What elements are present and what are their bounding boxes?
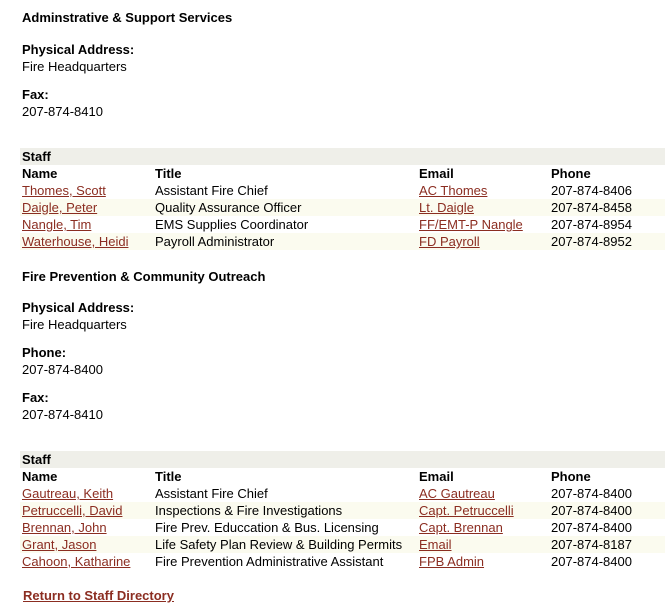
staff-caption-row (20, 451, 665, 468)
staff-phone: 207-874-8952 (549, 233, 665, 250)
staff-caption: Staff (20, 451, 665, 468)
table-row (20, 199, 665, 216)
table-row (20, 553, 665, 570)
column-header-email: Email (417, 468, 549, 485)
staff-name-link[interactable]: Cahoon, Katharine (22, 554, 131, 569)
staff-name-link[interactable]: Daigle, Peter (22, 200, 98, 215)
table-row (20, 502, 665, 519)
staff-email-link[interactable]: Capt. Brennan (419, 520, 503, 535)
staff-title: Fire Prev. Educcation & Bus. Licensing (153, 519, 417, 536)
staff-table (20, 451, 665, 570)
staff-phone: 207-874-8406 (549, 182, 665, 199)
staff-title: Assistant Fire Chief (153, 485, 417, 502)
column-header-email: Email (417, 165, 549, 182)
return-to-staff-directory-link[interactable]: Return to Staff Directory (23, 588, 174, 603)
staff-header-row (20, 165, 665, 182)
column-header-phone: Phone (549, 165, 665, 182)
table-row (20, 216, 665, 233)
staff-email-link[interactable]: Lt. Daigle (419, 200, 474, 215)
section-title: Adminstrative & Support Services (22, 10, 233, 25)
staff-email-link[interactable]: AC Gautreau (419, 486, 495, 501)
staff-email-link[interactable]: FF/EMT-P Nangle (419, 217, 523, 232)
staff-phone: 207-874-8187 (549, 536, 665, 553)
staff-title: Quality Assurance Officer (153, 199, 417, 216)
staff-phone: 207-874-8400 (549, 553, 665, 570)
phone-value: 207-874-8400 (22, 362, 103, 377)
staff-email-link[interactable]: FD Payroll (419, 234, 480, 249)
staff-header-row (20, 468, 665, 485)
staff-email-link[interactable]: Email (419, 537, 452, 552)
physical-address-value: Fire Headquarters (22, 317, 127, 332)
staff-phone: 207-874-8954 (549, 216, 665, 233)
fax-value: 207-874-8410 (22, 407, 103, 422)
staff-email-link[interactable]: FPB Admin (419, 554, 485, 569)
table-row (20, 536, 665, 553)
table-row (20, 485, 665, 502)
column-header-name: Name (20, 468, 153, 485)
staff-phone: 207-874-8458 (549, 199, 665, 216)
column-header-title: Title (153, 165, 417, 182)
column-header-name: Name (20, 165, 153, 182)
physical-address-label: Physical Address: (22, 42, 135, 57)
column-header-phone: Phone (549, 468, 665, 485)
table-row (20, 519, 665, 536)
column-header-title: Title (153, 468, 417, 485)
staff-phone: 207-874-8400 (549, 519, 665, 536)
staff-title: Life Safety Plan Review & Building Permits (153, 536, 417, 553)
staff-name-link[interactable]: Gautreau, Keith (22, 486, 114, 501)
staff-name-link[interactable]: Grant, Jason (22, 537, 97, 552)
fax-label: Fax: (22, 390, 49, 405)
physical-address-value: Fire Headquarters (22, 59, 127, 74)
fax-label: Fax: (22, 87, 49, 102)
staff-table (20, 148, 665, 250)
staff-name-link[interactable]: Petruccelli, David (22, 503, 123, 518)
staff-phone: 207-874-8400 (549, 502, 665, 519)
table-row (20, 182, 665, 199)
staff-phone: 207-874-8400 (549, 485, 665, 502)
staff-email-link[interactable]: Capt. Petruccelli (419, 503, 514, 518)
staff-name-link[interactable]: Brennan, John (22, 520, 107, 535)
staff-title: Fire Prevention Administrative Assistant (153, 553, 417, 570)
staff-title: EMS Supplies Coordinator (153, 216, 417, 233)
staff-title: Assistant Fire Chief (153, 182, 417, 199)
staff-title: Payroll Administrator (153, 233, 417, 250)
staff-title: Inspections & Fire Investigations (153, 502, 417, 519)
fax-value: 207-874-8410 (22, 104, 103, 119)
physical-address-label: Physical Address: (22, 300, 135, 315)
staff-name-link[interactable]: Nangle, Tim (22, 217, 92, 232)
staff-email-link[interactable]: AC Thomes (419, 183, 488, 198)
phone-label: Phone: (22, 345, 67, 360)
staff-name-link[interactable]: Waterhouse, Heidi (22, 234, 129, 249)
table-row (20, 233, 665, 250)
section-title: Fire Prevention & Community Outreach (22, 269, 266, 284)
staff-name-link[interactable]: Thomes, Scott (22, 183, 106, 198)
staff-caption-row (20, 148, 665, 165)
staff-caption: Staff (20, 148, 665, 165)
